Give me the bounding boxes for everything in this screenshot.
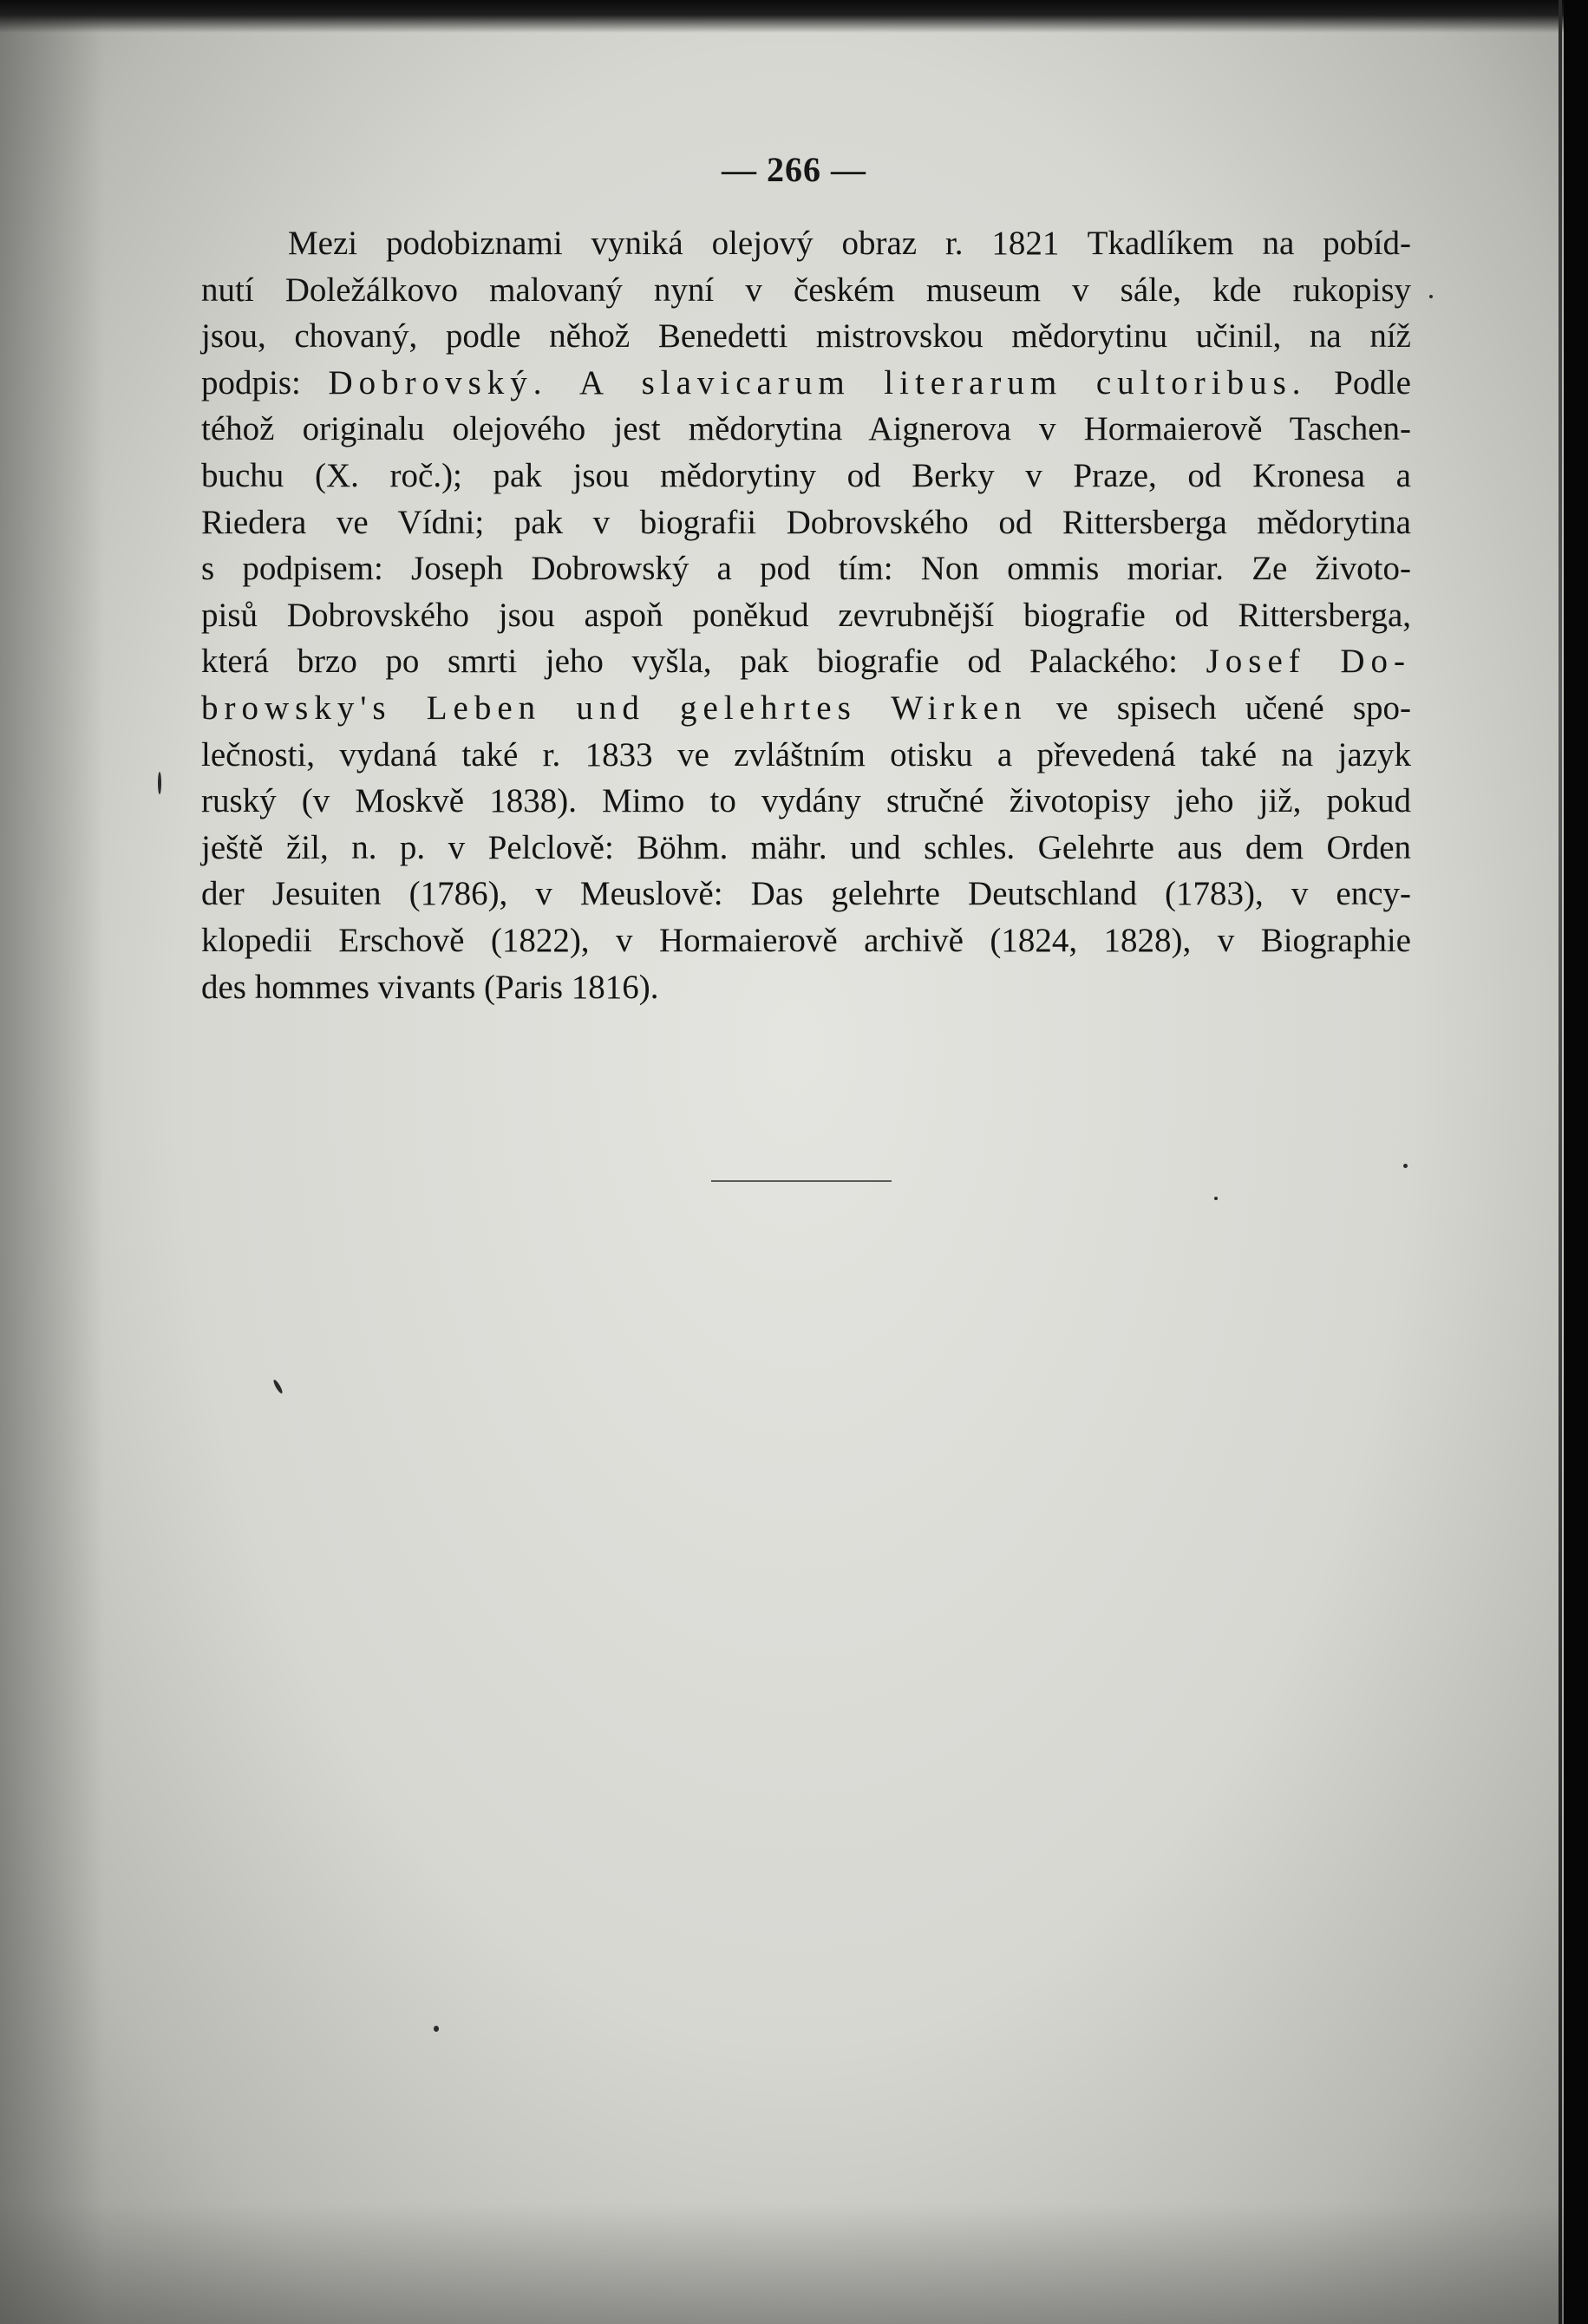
page-number: — 266 —: [722, 150, 866, 189]
text-line: ruský (v Moskvě 1838). Mimo to vydány stručné životopisy jeho již, pokud: [201, 782, 1411, 820]
text-line: der Jesuiten (1786), v Meuslově: Das gelehrte Deutschland (1783), v ency-: [201, 875, 1411, 913]
text-line: Mezi podobiznami vyniká olejový obraz r. 1821 Tkadlíkem na pobíd-: [288, 225, 1411, 262]
text-segment: podpis:: [201, 363, 329, 401]
section-divider: [711, 1180, 892, 1182]
text-line: des hommes vivants (Paris 1816).: [201, 968, 659, 1006]
text-line: Riedera ve Vídni; pak v biografii Dobrovského od Rittersberga mědorytina: [201, 503, 1411, 541]
text-line: klopedii Erschově (1822), v Hormaierově archivě (1824, 1828), v Biographie: [201, 921, 1411, 959]
scan-edge-line: [1559, 0, 1562, 2324]
text-line: buchu (X. roč.); pak jsou mědorytiny od Berky v Praze, od Kronesa a: [201, 456, 1411, 494]
scan-shadow-bottom: [0, 2203, 1588, 2324]
spaced-text: browsky's Leben und gelehrtes Wirken: [201, 689, 1028, 727]
text-line: pisů Dobrovského jsou aspoň poněkud zevrubnější biografie od Rittersberga,: [201, 596, 1411, 634]
text-segment: Podle: [1306, 363, 1411, 401]
scan-border-top: [0, 0, 1588, 33]
text-segment: ve spisech učené spo-: [1027, 689, 1412, 727]
scan-shadow-left: [0, 0, 104, 2324]
scan-speck: [434, 2026, 439, 2032]
text-line: téhož originalu olejového jest mědorytina Aignerova v Hormaierově Taschen-: [201, 410, 1411, 448]
scan-border-right: [1564, 0, 1588, 2324]
scan-speck: [158, 772, 161, 794]
scan-speck: [1429, 295, 1433, 298]
text-line: s podpisem: Joseph Dobrowský a pod tím: Non ommis moriar. Ze životo-: [201, 550, 1411, 588]
text-line: nutí Doležálkovo malovaný nyní v českém museum v sále, kde rukopisy: [201, 271, 1411, 309]
spaced-text: Josef Do-: [1206, 643, 1411, 681]
scan-speck: [1214, 1197, 1218, 1200]
text-line: [201, 638, 1411, 685]
text-segment: která brzo po smrti jeho vyšla, pak biografie od Palackého:: [201, 643, 1206, 681]
text-line: [201, 685, 1411, 732]
scan-speck: [1403, 1164, 1408, 1168]
text-line: lečnosti, vydaná také r. 1833 ve zvláštním otisku a převedená také na jazyk: [201, 735, 1411, 774]
text-line: ještě žil, n. p. v Pelclově: Böhm. mähr. und schles. Gelehrte aus dem Orden: [201, 828, 1411, 866]
body-paragraph: [201, 220, 1411, 1010]
spaced-text: Dobrovský. A slavicarum literarum cultoribus.: [328, 363, 1307, 401]
scan-speck: [272, 1379, 284, 1394]
text-line: jsou, chovaný, podle něhož Benedetti mistrovskou mědorytinu učinil, na níž: [201, 317, 1411, 356]
text-line: [201, 360, 1411, 407]
